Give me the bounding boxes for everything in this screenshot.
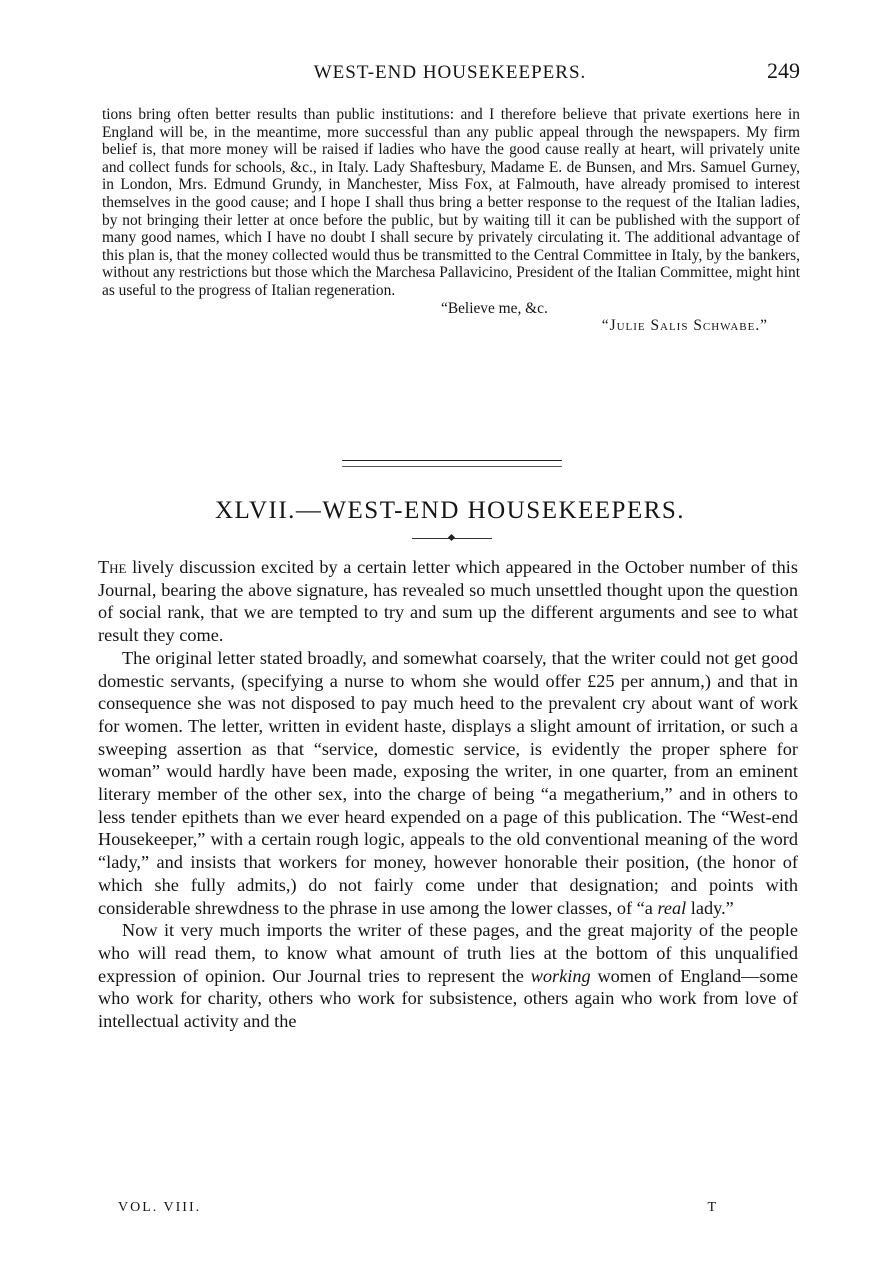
page-footer [118,1200,718,1222]
signature-mark: T [707,1200,718,1215]
drop-word: The [98,557,127,577]
page-number: 249 [767,58,800,83]
volume-label: VOL. VIII. [118,1200,202,1215]
letter-text: tions bring often better results than public institutions: and I therefore believe that private exertions here in England will be, in the meantime, more successful than any public appeal through the newspapers. My firm belief is, that more money will be raised if ladies who have the good cause really at heart, will privately unite and collect funds for schools, &c., in Italy. Lady Shaftesbury, Madame E. de Bunsen, and Mrs. Samuel Gurney, in London, Mrs. Edmund Grundy, in Manchester, Miss Fox, at Falmouth, have already promised to interest themselves in the good cause; and I hope I shall thus bring a better response to the request of the Italian ladies, by not bringing their letter at once before the public, but by waiting till it can be published with the support of many good names, which I have no doubt I shall secure by privately circulating it. The additional advantage of this plan is, that the money collected would thus be transmitted to the Central Committee in Italy, by the bankers, without any restrictions but those which the Marchesa Pallavicino, President of the Italian Committee, might hint as useful to the progress of Italian regeneration. [102,106,800,299]
paragraph-2-text-a: The original letter stated broadly, and somewhat coarsely, that the writer could not get good domestic servants, (specifying a nurse to whom she would offer £25 per annum,) and that in consequence she was not disposed to pay much heed to the prevalent cry about want of work for women. The letter, written in evident haste, displays a slight amount of irritation, or such a sweeping assertion as that “service, domestic service, is evidently the proper sphere for woman” would hardly have been made, exposing the writer, in one quarter, from an eminent literary member of the other sex, into the charge of being “a megatherium,” and in others to less tender epithets than we ever heard expended on a page of this publication. The “West-end Housekeeper,” with a certain rough logic, appeals to the old conventional meaning of the word “lady,” and insists that workers for money, however honorable their position, (the honor of which she fully admits,) do not fairly come under that designation; and points with considerable shrewdness to the phrase in use among the lower classes, of “a [98,647,798,918]
ornament-rule-icon [412,533,492,543]
paragraph-1-text: lively discussion excited by a certain letter which appeared in the October number of this Journal, bearing the above signature, has revealed so much unsettled thought upon the question of social rank, that we are tempted to try and sum up the different arguments and see to what result they come. [98,557,798,646]
paragraph-3-text-a: Now it very much imports the writer of these pages, and the great majority of the people who will read them, to know what amount of truth lies at the bottom of this unqualified expression of opinion. Our Journal tries to represent the [98,920,798,986]
article-body [98,556,798,1033]
paragraph-2-italic: real [657,897,687,918]
running-head [100,58,800,88]
paragraph-3-italic: working [530,965,591,986]
article-heading: XLVII.—WEST-END HOUSEKEEPERS. [214,497,686,524]
letter-conclusion [102,106,800,335]
paragraph-2-text-b: lady.” [686,897,734,918]
paragraph-3-text-b: women of England—some who work for charity, others who work for subsistence, others again who work from love of intellectual activity and the [98,965,798,1032]
article-paragraph-3 [98,919,798,1033]
letter-paragraph [102,106,800,335]
article-paragraph-2 [98,647,798,919]
article-paragraph-1 [98,556,798,647]
running-title: WEST-END HOUSEKEEPERS. [313,62,587,83]
letter-signature: “Julie Salis Schwabe.” [601,317,768,335]
section-divider-rule [342,460,562,467]
letter-closing: “Believe me, &c. [441,299,548,317]
ornament-diamond-icon [448,534,455,541]
